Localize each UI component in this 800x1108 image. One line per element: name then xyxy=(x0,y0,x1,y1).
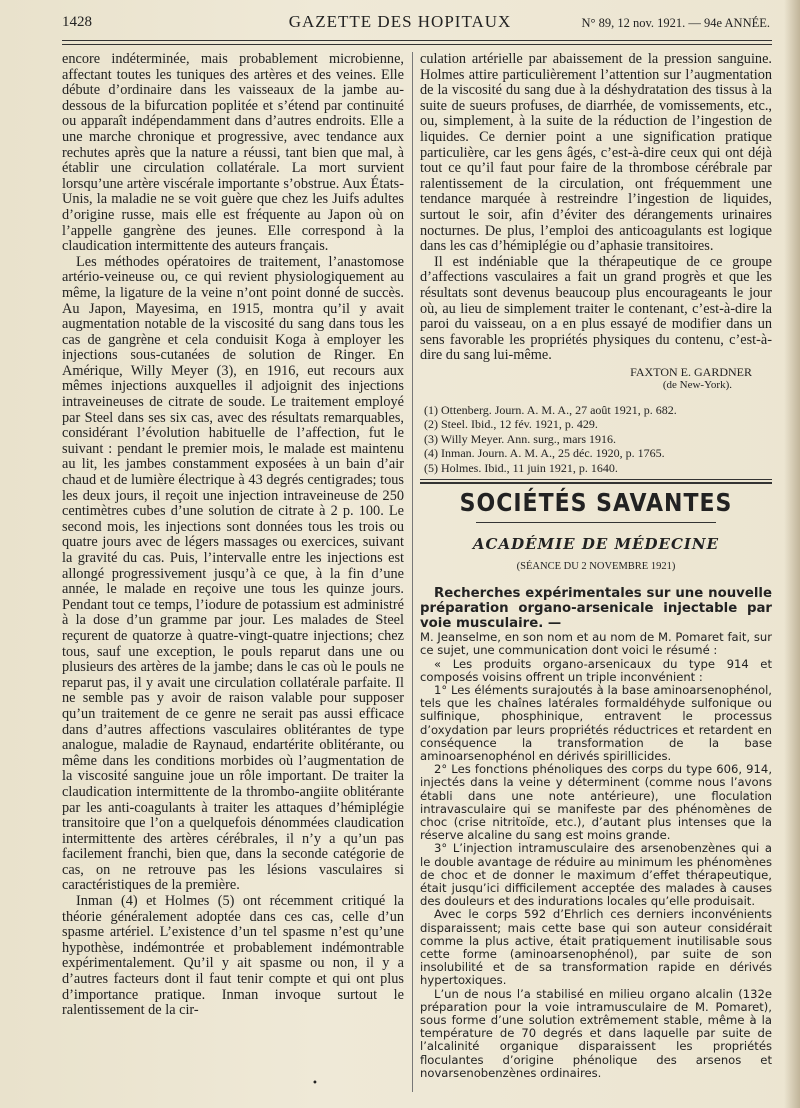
section-title: SOCIÉTÉS SAVANTES xyxy=(459,489,733,519)
left-column xyxy=(62,52,404,1019)
article-title: Recherches expérimentales sur une nouvelle préparation organo-arsenicale injectable par voie musculaire. — xyxy=(420,586,772,632)
issue-info: N° 89, 12 nov. 1921. — 94e ANNÉE. xyxy=(581,16,770,30)
page-edge-shadow xyxy=(784,0,800,1108)
paragraph: Les méthodes opératoires de traitement, l’anastomose artério-veineuse ou, ce qui revient physiologiquement au même, la ligature de la veine n’ont point donné de succès. Au Japon, Mayesima, en 1915, montra qu’il y avait augmentation notable de la viscosité du sang dans tous les cas de gangrène et cela conduisit Koga à employer les injections sous-cutanées de solution de Ringer. En Amérique, Willy Meyer (3), en 1916, eut recours aux mêmes injections auxquelles il adjoignit des injections intraveineuses de citrate de soude. Le traitement employé par Steel dans ses six cas, avec des résultats remarquables, considérant l’évolution habituelle de l’affection, fut le suivant : pendant le premier mois, le malade est maintenu au lit, les jambes constamment exposées à un bain d’air chaud et de lumière électrique à 43 degrés centigrades; tous les deux jours, il reçoit une injection intraveineuse de 250 centimètres cubes d’une solution de citrate à 2 p. 100. Le second mois, les injections sont données tous les trois ou quatre jours avec de légers massages ou exercices, suivant la gravité du cas. Puis, l’intervalle entre les injections est allongé progressivement jusqu’à ce que, à la fin d’une année, le malade en reçoive une tous les quinze jours. Pendant tout ce temps, l’iodure de potassium est administré à la dose d’un gramme par jour. Les malades de Steel reçurent de quatorze à quatre-vingt-quatre injections; chez tous, sauf une exception, le pouls reparut dans une ou plusieurs des artères de la jambe; dans le cas où le pouls ne reparut pas, il y avait une circulation collatérale parfaite. Il ne semble pas y avoir de raison valable pour supposer qu’un traitement de ce genre ne serait pas aussi efficace dans d’autres affections vasculaires oblitérantes de type analogue, maladie de Raynaud, endartérite oblitérante, ou même dans les conditions morbides où l’augmentation de la viscosité sanguine joue un rôle important. De traiter la claudication intermittente de la thrombo-angiite oblitérante par les anti-coagulants à traiter les attaques d’hémiplégie transitoire que l’on a quelquefois dénommées claudication intermittente des artères cérébrales, il n’y a qu’un pas facilement franchi, bien que, dans la seconde catégorie de cas, on ne retrouve pas les lésions vasculaires si caractéristiques de la première. xyxy=(62,253,404,894)
author-affiliation: (de New-York). xyxy=(662,378,732,391)
author-signature: FAXTON E. GARDNER xyxy=(630,364,752,379)
paragraph: 3° L’injection intramusculaire des arsenobenzènes qui a le double avantage de réduire au minimum les phénomènes de choc et de donner le maximum d’effet thérapeutique, était jusqu’ici difficilement acceptée des malades à causes des douleurs et des indurations locales qu’elle produisait. xyxy=(420,841,772,909)
paragraph: encore indéterminée, mais probablement microbienne, affectant toutes les tuniques des artères et des veines. Elle débute d’ordinaire dans les vaisseaux de la jambe au-dessous de la bifurcation poplitée et s’étend par continuité ou apparaît indépendamment dans d’autres endroits. Elle a une marche chronique et progressive, avec tendance aux rechutes après que la nature a réussi, tant bien que mal, à établir une circulation collatérale. La mort survient lorsqu’une artère viscérale importante s’obstrue. Aux États-Unis, la maladie ne se voit guère que chez les Juifs adultes d’origine russe, mais elle est fréquente au Japon où on l’appelle gangrène des jeunes. Elle correspond à la claudication intermittente des auteurs français. xyxy=(62,51,404,255)
paragraph: culation artérielle par abaissement de la pression sanguine. Holmes attire particulièrement l’attention sur l’augmentation de la viscosité du sang due à la déshydratation des tissus à la suite de sueurs profuses, de diarrhée, de vomissements, etc., ou, simplement, à la suite de la réduction de l’ingestion de liquides. Ce dernier point a une signification pratique particulière, car les gens âgés, c’est-à-dire ceux qui ont déjà tout ce qu’il faut pour faire de la thrombose cérébrale par ralentissement de la circulation, ont fréquemment une tendance marquée à restreindre l’ingestion de liquides, surtout le soir, afin d’éviter des dérangements urinaires nocturnes. De plus, l’emploi des anticoagulants est logique dans les cas d’hémiplégie ou d’aphasie transitoires. xyxy=(420,51,772,255)
page-header xyxy=(0,0,800,44)
reference-item: (5) Holmes. Ibid., 11 juin 1921, p. 1640. xyxy=(424,460,618,475)
page-number: 1428 xyxy=(62,14,92,30)
article-body xyxy=(420,631,772,1080)
footer-mark: • xyxy=(312,1078,318,1089)
header-rule-double xyxy=(62,44,772,45)
right-column xyxy=(420,52,772,1080)
reference-item: (4) Inman. Journ. A. M. A., 25 déc. 1920, p. 1765. xyxy=(424,446,665,461)
paragraph: « Les produits organo-arsenicaux du type 914 et composés voisins offrent un triple inconvénient : xyxy=(420,656,772,684)
header-rule xyxy=(62,40,772,41)
journal-title: GAZETTE DES HOPITAUX xyxy=(288,12,512,31)
references xyxy=(420,403,772,476)
paragraph: 2° Les fonctions phénoliques des corps du type 606, 914, injectés dans la veine y déterminent (comme nous l’avons établi dans une note antérieure), une floculation intravasculaire qui se manifeste par des phénomènes de choc (crise nitritoïde, etc.), d’autant plus intenses que la réserve alcaline du sang est moins grande. xyxy=(420,762,772,843)
column-separator xyxy=(412,52,413,1092)
academy-heading: ACADÉMIE DE MÉDECINE xyxy=(472,534,720,553)
paragraph: M. Jeanselme, en son nom et au nom de M. Pomaret fait, sur ce sujet, une communication dont voici le résumé : xyxy=(420,630,772,658)
paragraph: L’un de nous l’a stabilisé en milieu organo alcalin (132e préparation pour la voie intramusculaire de M. Pomaret), sous forme d’une solution extrêmement stable, même à la température de 70 degrés et dans laquelle par suite de l’alcalinité organique disparaissent les propriétés floculantes d’origine phénolique des arsenos et novarsenobenzènes ordinaires. xyxy=(420,986,772,1080)
paragraph: Avec le corps 592 d’Ehrlich ces derniers inconvénients disparaissent; mais cette base qui son auteur considérait comme la plus active, était pratiquement inutilisable sous cette forme (aminoarsenophénol), par suite de son insolubilité et de sa transformation rapide en dérivés hypertoxiques. xyxy=(420,907,772,988)
reference-item: (2) Steel. Ibid., 12 fév. 1921, p. 429. xyxy=(424,417,598,432)
reference-item: (3) Willy Meyer. Ann. surg., mars 1916. xyxy=(424,431,617,446)
paragraph: Inman (4) et Holmes (5) ont récemment critiqué la théorie généralement adoptée dans ces cas, celle d’un spasme artériel. L’existence d’un tel spasme n’est qu’une hypothèse, indémontrée et probablement indémontrable expérimentalement. Qu’il y ait spasme ou non, il y a d’autres facteurs dont il faut tenir compte et qui ont plus d’importance pratique. Inman invoque surtout le ralentissement de la cir- xyxy=(62,893,404,1019)
section-rule xyxy=(420,482,772,484)
reference-item: (1) Ottenberg. Journ. A. M. A., 27 août 1921, p. 682. xyxy=(424,402,677,417)
paragraph: Il est indéniable que la thérapeutique de ce groupe d’affections vasculaires a fait un grand progrès et que les résultats sont devenus beaucoup plus encourageants le jour où, au lieu de simplement traiter le contenant, c’est-à-dire la paroi du vaisseau, on a en plus essayé de modifier dans un sens favorable les propriétés physiques du contenu, c’est-à-dire du sang lui-même. xyxy=(420,253,772,364)
section-rule xyxy=(476,522,716,523)
paragraph: 1° Les éléments surajoutés à la base aminoarsenophénol, tels que les chaînes latérales formaldéhyde sulfonique ou sulfinique, phosphinique, entravent le processus d’oxydation par leurs propriétés réductrices et retardent en conséquence la transformation de la base aminoarsenophénol en dérivés spirillicides. xyxy=(420,682,772,763)
section-rule xyxy=(420,479,772,480)
session-date: (SÉANCE DU 2 NOVEMBRE 1921) xyxy=(516,560,676,572)
